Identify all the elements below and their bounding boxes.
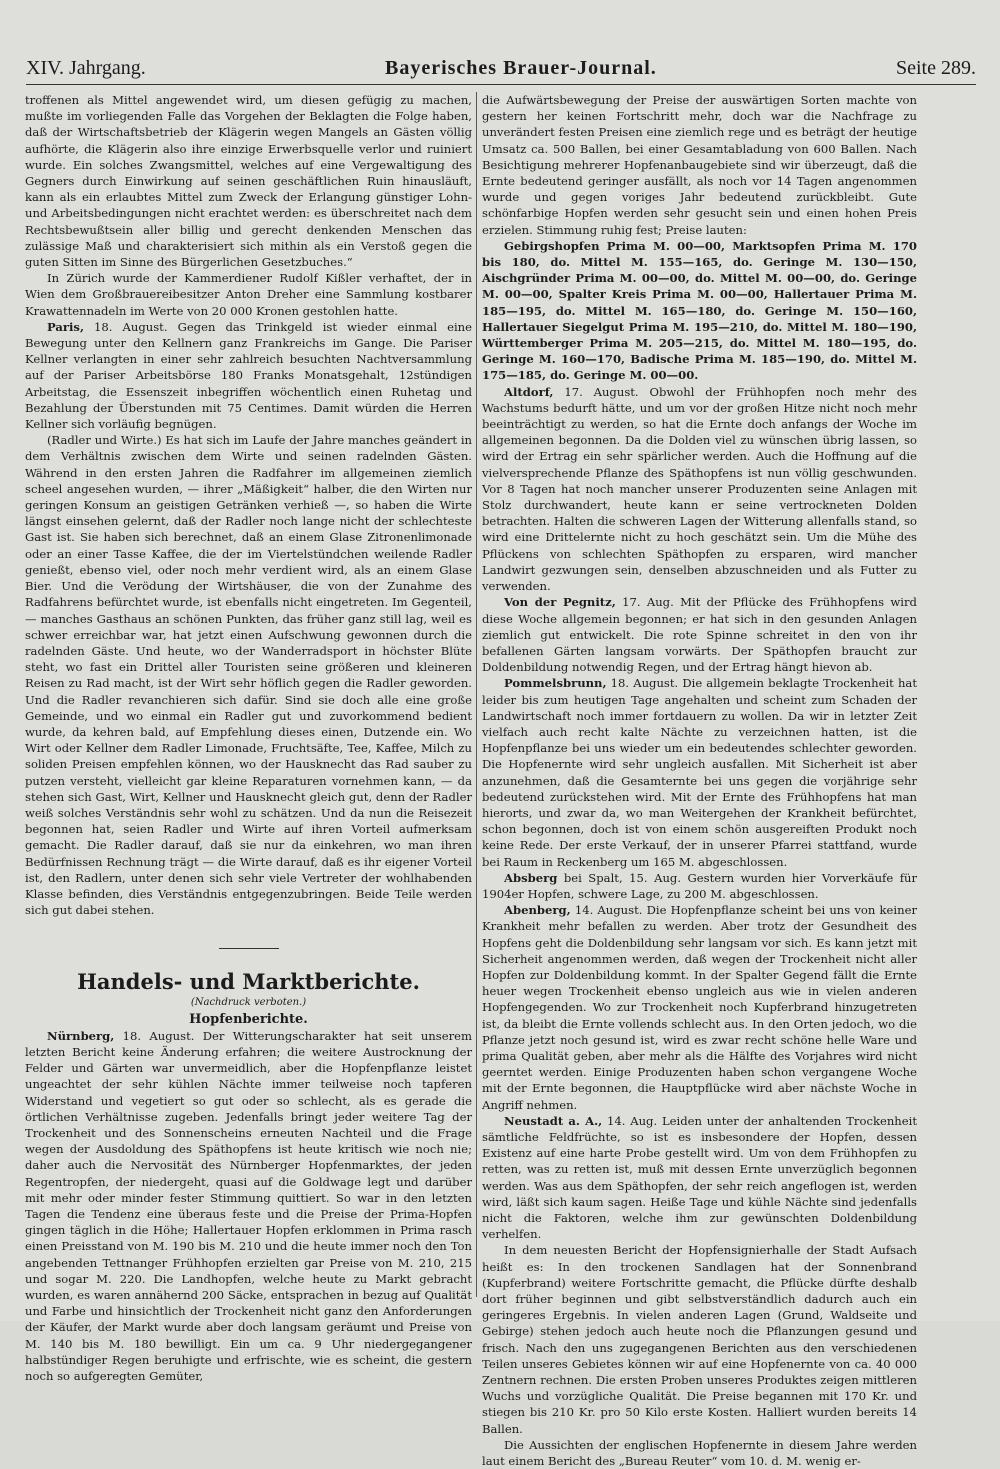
paragraph xyxy=(482,594,917,675)
paragraph: (Radler und Wirte.) Es hat sich im Laufe der Jahre manches geändert in dem Verhältnis zwischen dem Wirte und seinen radelnden Gästen. Während in den ersten Jahren die Radfahrer im allgemeinen ziemlich scheel angesehen wurden, — ihrer „Mäßigkeit“ halber, die den Wirten nur geringen Konsum an geistigen Getränken verhieß —, so haben die Wirte längst einsehen gelernt, daß der Radler noch lange nicht der schlechteste Gast ist. Sie haben sich berechnet, daß an einem Glase Zitronenlimonade oder an einer Tasse Kaffee, die der im Viertelstündchen weilende Radler genießt, ebenso viel, oder noch mehr verdient wird, als an einem Glase Bier. Und die Verödung der Wirtshäuser, die von der Zunahme des Radfahrens befürchtet wurde, ist ebenfalls nicht eingetreten. Im Gegenteil, — manches Gasthaus an schönen Punkten, das früher ganz still lag, weil es schwer erreichbar war, hat jetzt einen Aufschwung gewonnen durch die radelnden Gäste. Und heute, wo der Wanderradsport in höchster Blüte steht, wo fast ein Drittel aller Touristen seine größeren und kleineren Reisen zu Rad macht, ist der Wirt sehr höflich gegen die Radler geworden. Und die Radler revanchieren sich dafür. Sind sie doch alle eine große Gemeinde, und wo einmal ein Radler gut und zuvorkommend bedient wurde, da kehren bald, auf Empfehlung dieses einen, Dutzende ein. Wo Wirt oder Kellner dem Radler Limonade, Fruchtsäfte, Tee, Kaffee, Milch zu soliden Preisen empfehlen können, wo der Hausknecht das Rad sauber zu putzen versteht, vielleicht gar kleine Reparaturen vornehmen kann, — da stehen sich Gast, Wirt, Kellner und Hausknecht gleich gut, denn der Radler weiß solches Verständnis sehr wohl zu schätzen. Und da nun die Reisezeit begonnen hat, seien Radler und Wirte auf ihren Vorteil aufmerksam gemacht. Die Radler darauf, daß sie nur da einkehren, wo man ihren Bedürfnissen Rechnung trägt — die Wirte darauf, daß es ihr eigener Vorteil ist, den Radlern, unter denen sich sehr viele Vertreter der wohlhabenden Klasse befinden, dies Verständnis entgegenzubringen. Beide Teile werden sich gut dabei stehen. xyxy=(25,433,472,918)
paragraph-text: 17. Aug. Mit der Pflücke des Frühhopfens wird diese Woche allgemein begonnen; er hat sich in den gesunden Anlagen ziemlich gut entwickelt. Die rote Spinne schreitet in den von ihr befallenen Gärten langsam vorwärts. Der Späthopfen braucht zur Doldenbildung notwendig Regen, und der Ertrag hängt hievon ab. xyxy=(482,595,917,675)
paragraph-text: bei Spalt, 15. Aug. Gestern wurden hier Vorverkäufe für 1904er Hopfen, schwere Lage, zu 200 M. abgeschlossen. xyxy=(482,870,917,901)
volume-label: XIV. Jahrgang. xyxy=(26,57,146,79)
place-name: Von der Pegnitz, xyxy=(504,595,616,610)
place-name: Paris, xyxy=(47,319,84,334)
paragraph: Die Aussichten der englischen Hopfenernte in diesem Jahre werden laut einem Bericht des „Bureau Reuter“ vom 10. d. M. wenig er- xyxy=(482,1437,917,1469)
paragraph xyxy=(482,675,917,869)
paragraph: troffenen als Mittel angewendet wird, um diesen gefügig zu machen, mußte im vorliegenden Falle das Vorgehen der Beklagten die Folge haben, daß der Wirtschaftsbetrieb der Klägerin wegen Mangels an Gästen völlig aufhörte, die Klägerin also ihre einzige Erwerbsquelle verlor und ruiniert wurde. Ein solches Zwangsmittel, welches auf eine Vergewaltigung des Gegners durch Einwirkung auf seinen geschäftlichen Ruin hinausläuft, kann als ein erlaubtes Mittel zum Zweck der Erlangung günstiger Lohn- und Arbeitsbedingungen nicht erachtet werden: es überschreitet nach dem Rechtsbewußtsein aller billig und gerecht denkenden Menschen das zulässige Maß und charakterisiert sich mithin als ein Verstoß gegen die guten Sitten im Sinne des Bürgerlichen Gesetzbuches.“ xyxy=(25,93,472,270)
journal-title: Bayerisches Brauer-Journal. xyxy=(385,57,657,79)
paragraph: In dem neuesten Bericht der Hopfensignierhalle der Stadt Aufsach heißt es: In den trockenen Sandlagen hat der Sonnenbrand (Kupferbrand) weitere Fortschritte gemacht, die Pflücke dürfte deshalb dort früher beginnen und gibt selbstverständlich dadurch auch ein geringeres Ergebnis. In vielen anderen Lagen (Grund, Waldseite und Gebirge) stehen jedoch auch heute noch die Pflanzungen gesund und frisch. Nach den uns zugegangenen Berichten aus den verschiedenen Teilen unseres Gebietes können wir auf eine Hopfenernte von ca. 40 000 Zentnern rechnen. Die ersten Proben unseres Produktes zeigen mittleren Wuchs und vorzügliche Qualität. Die Preise begannen mit 170 Kr. und stiegen bis 210 Kr. pro 50 Kilo erste Kosten. Halliert wurden bereits 14 Ballen. xyxy=(482,1243,917,1436)
place-name: Abenberg, xyxy=(504,903,571,918)
left-column xyxy=(25,92,472,1384)
paragraph-text: 18. August. Gegen das Trinkgeld ist wieder einmal eine Bewegung unter den Kellnern ganz Frankreichs im Gange. Die Pariser Kellner verlangten in einer sehr zahlreich besuchten Nachtversammlung auf der Pariser Arbeitsbörse 180 Franks Monatsgehalt, 12stündigen Arbeitstag, die Essenszeit inbegriffen wöchentlich einen Ruhetag und Bezahlung der Überstunden mit 75 Centimes. Damit würden die Herren Kellner sich vorläufig begnügen. xyxy=(25,319,472,432)
paragraph: die Aufwärtsbewegung der Preise der auswärtigen Sorten machte von gestern her keinen Fortschritt mehr, doch war die Nachfrage zu unverändert festen Preisen eine ziemlich rege und es beträgt der heutige Umsatz ca. 500 Ballen, bei einer Gesamtabladung von 600 Ballen. Nach Besichtigung mehrerer Hopfenanbaugebiete sind wir überzeugt, daß die Ernte bedeutend geringer ausfällt, als noch vor 14 Tagen angenommen wurde und gegen voriges Jahr bedeutend zurückbleibt. Gute schönfarbige Hopfen werden sehr gesucht sein und einen hohen Preis erzielen. Stimmung ruhig fest; Preise lauten: xyxy=(482,93,917,237)
paragraph-text: 14. Aug. Leiden unter der anhaltenden Trockenheit sämtliche Feldfrüchte, so ist es insbesondere der Hopfen, dessen Existenz auf eine harte Probe gestellt wird. Um von dem Frühhopfen zu retten, was zu retten ist, muß mit dessen Ernte unverzüglich begonnen werden. Was aus dem Späthopfen, der sehr reich angeflogen ist, werden wird, läßt sich kaum sagen. Heiße Tage und kühle Nächte sind jedenfalls nicht die Faktoren, welche ihm zur gewünschten Doldenbildung verhelfen. xyxy=(482,1113,917,1242)
paragraph xyxy=(25,319,472,432)
paragraph-text: 14. August. Die Hopfenpflanze scheint bei uns von keiner Krankheit mehr befallen zu werden. Aber trotz der Gesundheit des Hopfens geht die Doldenbildung sehr langsam vor sich. Es kann jetzt mit Sicherheit angenommen werden, daß wegen der Trockenheit nicht aller Hopfen zur Doldenbildung kommt. In der Spalter Gegend fällt die Ernte heuer wegen Trockenheit ebenso ungleich aus wie in vielen anderen Hopfengegenden. Wo zur Trockenheit noch Kupferbrand hinzugetreten ist, da bleibt die Ernte vollends schlecht aus. In den Orten jedoch, wo die Pflanze jetzt noch gesund ist, wird es zwar recht schöne helle Ware und prima Qualität geben, aber mehr als die Hälfte des Vorjahres wird nicht geerntet werden. Einige Produzenten haben schon vergangene Woche mit der Ernte begonnen, die Hauptpflücke wird aber nächste Woche in Angriff nehmen. xyxy=(482,903,917,1112)
divider xyxy=(219,948,279,949)
section-heading: Hopfenberichte. xyxy=(189,1011,308,1027)
right-column xyxy=(476,92,917,1469)
place-name: Absberg xyxy=(504,870,558,885)
paragraph xyxy=(482,902,917,1113)
paragraph-text: 17. August. Obwohl der Frühhopfen noch mehr des Wachstums bedurft hätte, und um vor der großen Hitze nicht noch mehr beeinträchtigt zu werden, so hat die Ernte doch anfangs der Woche im allgemeinen begonnen. Da die Dolden viel zu wünschen übrig lassen, so wird der Ertrag ein sehr spärlicher werden. Auch die Hoffnung auf die vielversprechende Pflanze des Späthopfens ist nun völlig geschwunden. Vor 8 Tagen hat noch mancher unserer Produzenten seine Anlagen mit Stolz durchwandert, heute kann er seine vertrockneten Dolden betrachten. Halten die schweren Lagen der Witterung allenfalls stand, so wird eine Drittelernte nicht zu hoch geschätzt sein. Um die Mühe des Pflückens von schlechten Späthopfen zu ersparen, wird mancher Landwirt gezwungen sein, denselben abzuschneiden und als Futter zu verwenden. xyxy=(482,384,917,594)
price-list: Gebirgshopfen Prima M. 00—00, Marktsopfen Prima M. 170 bis 180, do. Mittel M. 155—165, do. Geringe M. 130—150, Aischgründer Prima M. 00—00, do. Mittel M. 00—00, do. Geringe M. 00—00, Spalter Kreis Prima M. 00—00, Hallertauer Prima M. 185—195, do. Mittel M. 165—180, do. Geringe M. 150—160, Hallertauer Siegelgut Prima M. 195—210, do. Mittel M. 180—190, Württemberger Prima M. 205—215, do. Mittel M. 180—195, do. Geringe M. 160—170, Badische Prima M. 185—190, do. Mittel M. 175—185, do. Geringe M. 00—00. xyxy=(482,238,917,383)
paragraph-text: 18. August. Der Witterungscharakter hat seit unserem letzten Bericht keine Änderung erfahren; die weitere Austrocknung der Felder und Gärten war unvermeidlich, aber die Hopfenpflanze leistet ungeachtet der sehr kühlen Nächte immer teilweise noch tapferen Widerstand und vegetiert so gut oder so schlecht, als es gerade die örtlichen Verhältnisse zugeben. Jedenfalls bringt jeder weitere Tag der Trockenheit und des Sonnenscheins erneuten Nachteil und die Frage wegen der Ausdoldung des Späthopfens ist heute kritisch wie noch nie; daher auch die Nervosität des Nürnberger Hopfenmarktes, der jeden Regentropfen, der niedergeht, quasi auf die Goldwage legt und darüber mit mehr oder minder fester Stimmung quittiert. So war in den letzten Tagen die Tendenz eine überaus feste und die Preise der Prima-Hopfen gingen täglich in die Höhe; Hallertauer Hopfen erklommen in Prima rasch einen Preisstand von M. 190 bis M. 210 und die heute immer noch den Ton angebenden Tettnanger Frühhopfen erzielten gar Preise von M. 210, 215 und sogar M. 220. Die Landhopfen, welche heute zu Markt gebracht wurden, es waren annähernd 200 Säcke, entsprachen in bezug auf Qualität und Farbe und hinsichtlich der Trockenheit nicht ganz den Anforderungen der Käufer, der Markt wurde aber doch langsam geräumt und Preise von M. 140 bis M. 180 bewilligt. Ein um ca. 9 Uhr niedergegangener halbstündiger Regen beruhigte und erfrischte, wie es scheint, die gestern noch so aufgeregten Gemüter, xyxy=(25,1028,472,1384)
place-name: Altdorf, xyxy=(504,384,554,399)
place-name: Nürnberg, xyxy=(47,1028,115,1043)
paragraph xyxy=(482,384,917,595)
section-subtitle: (Nachdruck verboten.) xyxy=(190,997,307,1009)
paragraph xyxy=(482,1113,917,1243)
paragraph xyxy=(25,1028,472,1384)
paragraph xyxy=(482,870,917,902)
page-number: Seite 289. xyxy=(895,57,976,79)
paragraph-text: 18. August. Die allgemein beklagte Trockenheit hat leider bis zum heutigen Tage angehalten und scheint zum Schaden der Landwirtschaft noch immer fortdauern zu wollen. Da wir in letzter Zeit vielfach auch recht kalte Nächte zu verzeichnen hatten, ist die Hopfenpflanze bei uns wieder um ein bedeutendes schlechter geworden. Die Hopfenernte wird sehr ungleich ausfallen. Mit Sicherheit ist aber anzunehmen, daß die Gesamternte bei uns gegen die vorjährige sehr bedeutend zurückstehen wird. Mit der Ernte des Frühhopfens hat man hierorts, und zwar da, wo man Weitergehen der Krankheit befürchtet, schon begonnen, doch ist von einem schön ausgereiften Produkt noch keine Rede. Der erste Verkauf, der in unserer Pfarrei stattfand, wurde bei Raum in Reckenberg um 165 M. abgeschlossen. xyxy=(482,676,917,869)
place-name: Pommelsbrunn, xyxy=(504,676,607,691)
paragraph: In Zürich wurde der Kammerdiener Rudolf Kißler verhaftet, der in Wien dem Großbrauereibesitzer Anton Dreher eine Sammlung kostbarer Krawattennadeln im Werte von 20 000 Kronen gestohlen hatte. xyxy=(25,271,472,318)
page-header xyxy=(26,46,976,85)
place-name: Neustadt a. A., xyxy=(504,1113,603,1128)
section-title: Handels- und Marktberichte. xyxy=(77,969,420,995)
